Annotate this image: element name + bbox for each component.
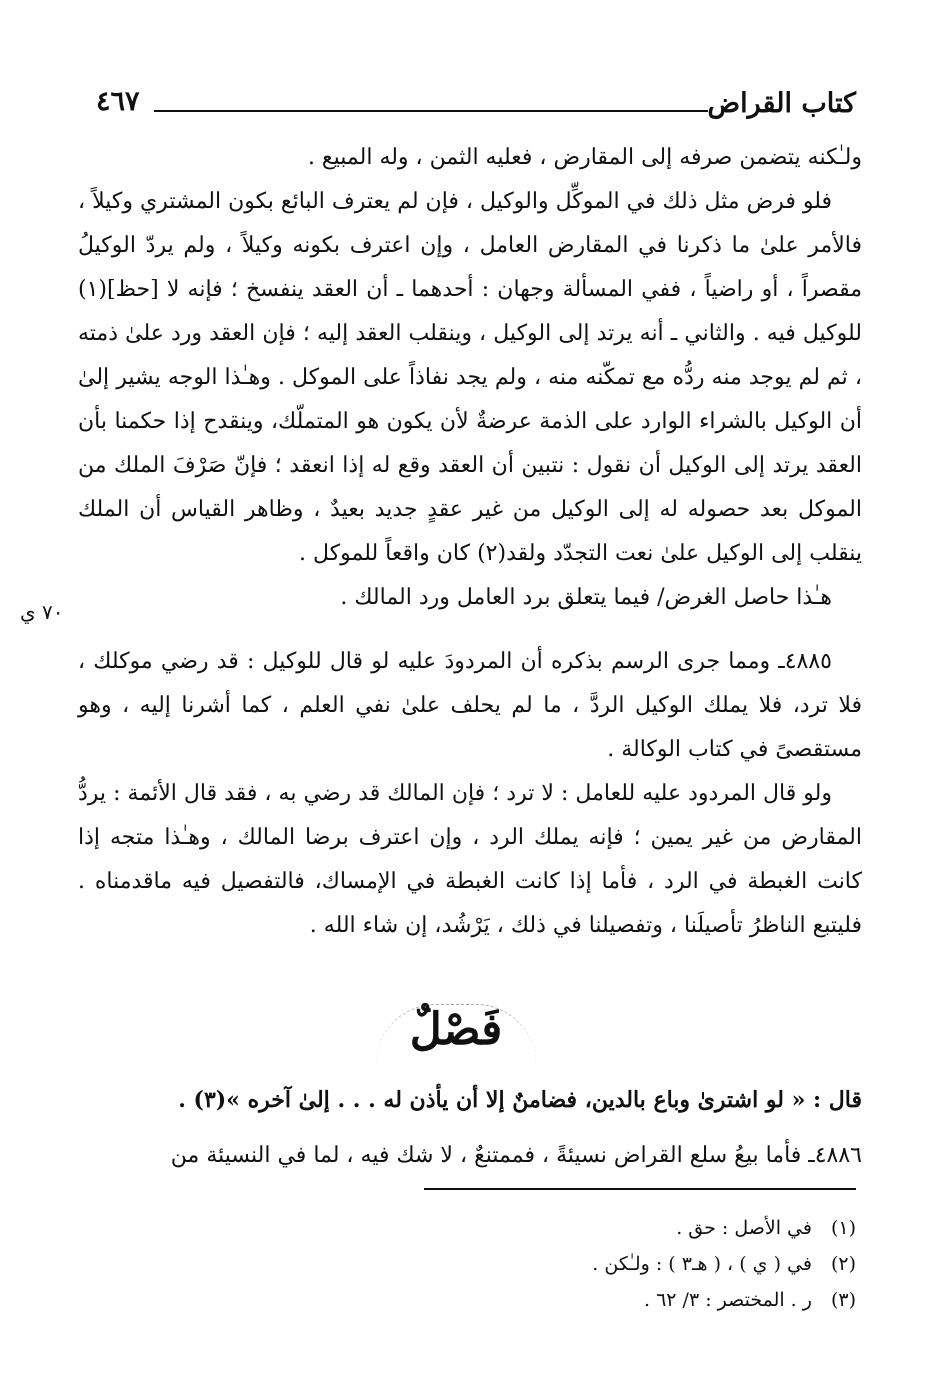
footnote-rule	[424, 1188, 856, 1190]
paragraph: ٤٨٨٥ـ ومما جرى الرسم بذكره أن المردودَ عليه لو قال للوكيل : قد رضي موكلك ، فلا ترد، فلا يملك الوكيل الردَّ ، ما لم يحلف علىٰ نفي العلم ، كما أشرنا إليه ، وهو مستقصىً في كتاب الوكالة .	[78, 649, 862, 762]
footnote-number: (٢)	[830, 1253, 856, 1275]
footnote	[400, 1210, 856, 1246]
footnote-number: (١)	[830, 1217, 856, 1239]
heading-ornament	[376, 1004, 536, 1075]
section-heading	[376, 1004, 536, 1074]
section-heading-text: فَصْلٌ	[409, 1004, 503, 1055]
footnote-text: في ( ي ) ، ( هـ٣ ) : ولـٰكن .	[592, 1253, 812, 1275]
paragraph: ٤٨٨٦ـ فأما بيعُ سلع القراض نسيئةً ، فممتنعٌ ، لا شك فيه ، لما في النسيئة من	[170, 1143, 862, 1168]
page-number: ٤٦٧	[96, 86, 140, 117]
book-title: كتاب القراض	[707, 88, 856, 119]
footnote-text: في الأصل : حق .	[676, 1217, 812, 1239]
footnote	[400, 1282, 856, 1318]
header-rule	[154, 110, 708, 112]
footnotes	[400, 1210, 856, 1318]
paragraph: هـٰذا حاصل الغرض/ فيما يتعلق برد العامل ورد المالك .	[340, 585, 832, 610]
paragraph: ولـٰكنه يتضمن صرفه إلى المقارض ، فعليه الثمن ، وله المبيع .	[307, 145, 862, 170]
paragraph: فلو فرض مثل ذلك في الموكِّل والوكيل ، فإن لم يعترف البائع بكون المشتري وكيلاً ، فالأمر علىٰ ما ذكرنا في المقارض العامل ، وإن اعترف بكونه وكيلاً ، ولم يردّ الوكيلُ مقصراً ، أو راضياً ، ففي المسألة وجهان : أحدهما ـ أن العقد ينفسخ ؛ فإنه لا [حظ](١) للوكيل فيه . والثاني ـ أنه يرتد إلى الوكيل ، وينقلب العقد إليه ؛ فإن العقد ورد علىٰ ذمته ، ثم لم يوجد منه ردُّه مع تمكّنه منه ، ولم يجد نفاذاً على الموكل . وهـٰذا الوجه يشير إلىٰ أن الوكيل بالشراء الوارد على الذمة عرضةٌ لأن يكون هو المتملّك، وينقدح إذا حكمنا بأن العقد يرتد إلى الوكيل أن نقول : نتبين أن العقد وقع له إذا انعقد ؛ فإنّ صَرْفَ الملك من الموكل بعد حصوله له إلى الوكيل من غير عقدٍ جديد بعيدٌ ، وظاهر القياس أن الملك ينقلب إلى الوكيل علىٰ نعت التجدّد ولقد(٢) كان واقعاً للموكل .	[78, 189, 862, 566]
footnote-text: ر . المختصر : ٣/ ٦٢ .	[643, 1289, 812, 1311]
footnote-number: (٣)	[830, 1289, 856, 1311]
footnote	[400, 1246, 856, 1282]
paragraph: ولو قال المردود عليه للعامل : لا ترد ؛ فإن المالك قد رضي به ، فقد قال الأئمة : يردُّ المقارض من غير يمين ؛ فإنه يملك الرد ، وإن اعترف برضا المالك ، وهـٰذا متجه إذا كانت الغبطة في الرد ، فأما إذا كانت الغبطة في الإمساك، فالتفصيل فيه ماقدمناه . فليتبع الناظرُ تأصيلَنا ، وتفصيلنا في ذلك ، يَرْشُد، إن شاء الله .	[78, 781, 862, 938]
running-header	[96, 88, 856, 128]
margin-note: ٧٠ ي	[20, 600, 64, 624]
paragraph-gap	[78, 620, 862, 640]
quoted-text-line: قال : « لو اشترىٰ وباع بالدين، فضامنٌ إلا أن يأذن له . . . إلىٰ آخره »(٣) .	[178, 1087, 862, 1113]
main-text	[78, 136, 862, 948]
